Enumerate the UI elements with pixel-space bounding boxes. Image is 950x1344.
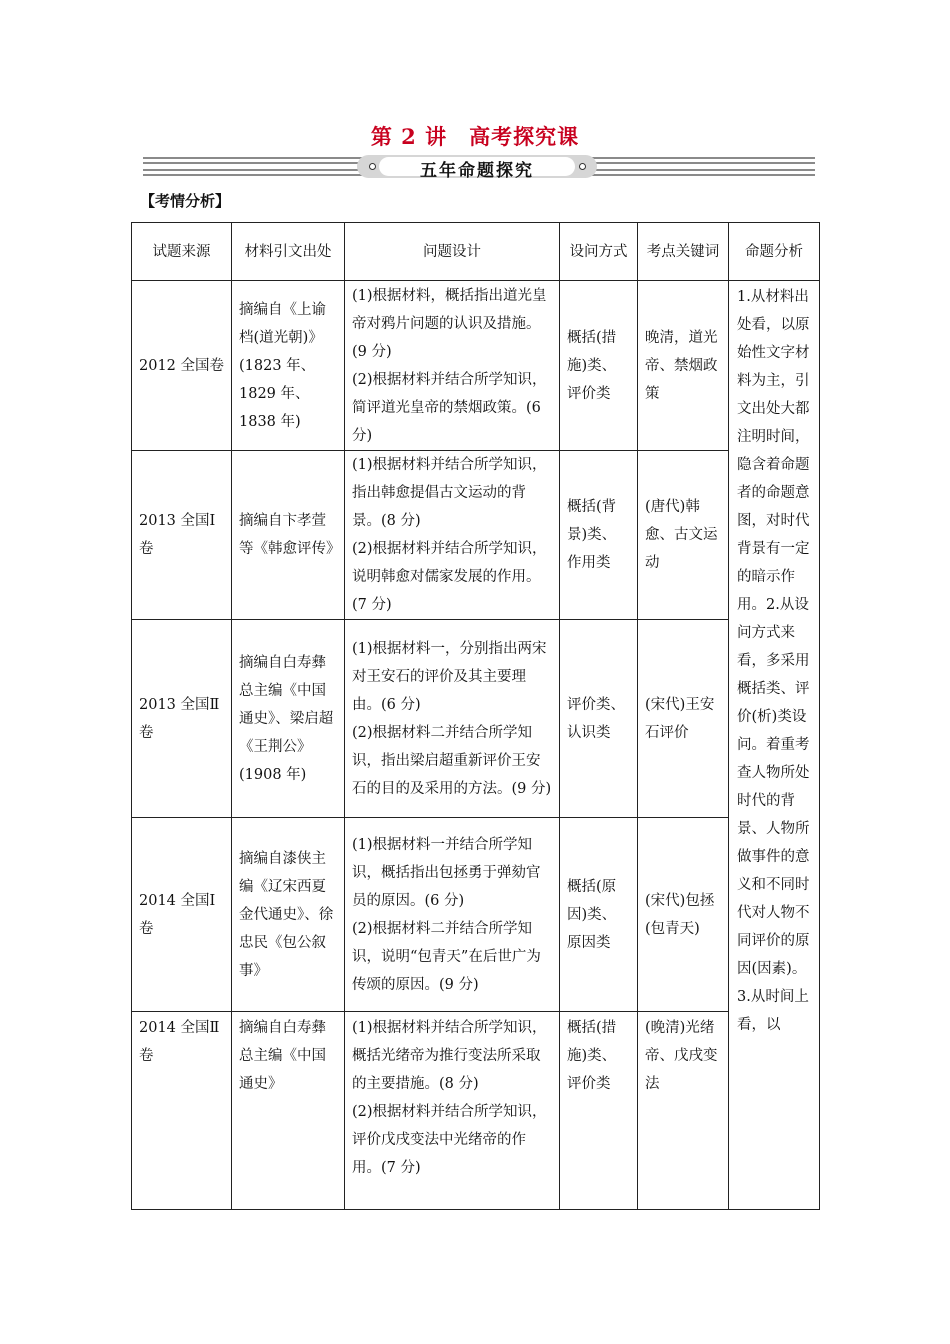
keywords-cell: (宋代)王安石评价 [638,620,729,818]
banner-dot-icon [579,163,586,170]
header-cell: 问题设计 [345,223,560,281]
table-row [132,818,820,1012]
exam-analysis-table [131,222,820,1210]
source-cell: 2013 全国Ⅱ卷 [132,620,232,818]
section-label: 【考情分析】 [140,192,231,210]
method-cell: 概括(措施)类、评价类 [560,281,638,451]
question-cell: (1)根据材料一并结合所学知识，概括指出包拯勇于弹劾官员的原因。(6 分) (2)根据材料二并结合所学知识，说明“包青天”在后世广为传颂的原因。(9 分) [345,818,560,1012]
table-row [132,620,820,818]
source-cell: 2012 全国卷 [132,281,232,451]
material-cell: 摘编自卞孝萱等《韩愈评传》 [232,451,345,620]
question-cell: (1)根据材料并结合所学知识，指出韩愈提倡古文运动的背景。(8 分) (2)根据材料并结合所学知识，说明韩愈对儒家发展的作用。(7 分) [345,451,560,620]
question-cell: (1)根据材料，概括指出道光皇帝对鸦片问题的认识及措施。(9 分) (2)根据材料并结合所学知识，简评道光皇帝的禁烟政策。(6 分) [345,281,560,451]
question-cell: (1)根据材料并结合所学知识，概括光绪帝为推行变法所采取的主要措施。(8 分) (2)根据材料并结合所学知识，评价戊戌变法中光绪帝的作用。(7 分) [345,1012,560,1210]
section-banner [143,154,815,180]
banner-text: 五年命题探究 [420,161,534,181]
header-cell: 材料引文出处 [232,223,345,281]
method-cell: 概括(措施)类、评价类 [560,1012,638,1210]
material-cell: 摘编自白寿彝总主编《中国通史》、梁启超《王荆公》(1908 年) [232,620,345,818]
source-cell: 2013 全国Ⅰ卷 [132,451,232,620]
banner-dot-icon [369,163,376,170]
material-cell: 摘编自漆侠主编《辽宋西夏金代通史》、徐忠民《包公叙事》 [232,818,345,1012]
table-row [132,281,820,451]
question-cell: (1)根据材料一，分别指出两宋对王安石的评价及其主要理由。(6 分) (2)根据材料二并结合所学知识，指出梁启超重新评价王安石的目的及采用的方法。(9 分) [345,620,560,818]
header-cell: 设问方式 [560,223,638,281]
keywords-cell: 晚清，道光帝、禁烟政策 [638,281,729,451]
source-cell: 2014 全国Ⅰ卷 [132,818,232,1012]
method-cell: 概括(背景)类、作用类 [560,451,638,620]
keywords-cell: (晚清)光绪帝、戊戌变法 [638,1012,729,1210]
method-cell: 评价类、认识类 [560,620,638,818]
header-cell: 命题分析 [729,223,820,281]
material-cell: 摘编自白寿彝总主编《中国通史》 [232,1012,345,1210]
table-header-row [132,223,820,281]
table-row [132,1012,820,1210]
table-row [132,451,820,620]
page-title: 第 2 讲 高考探究课 [370,124,580,149]
material-cell: 摘编自《上谕档(道光朝)》(1823 年、1829 年、1838 年) [232,281,345,451]
header-cell: 试题来源 [132,223,232,281]
header-cell: 考点关键词 [638,223,729,281]
method-cell: 概括(原因)类、原因类 [560,818,638,1012]
source-cell: 2014 全国Ⅱ卷 [132,1012,232,1210]
analysis-cell: 1.从材料出处看，以原始性文字材料为主，引文出处大都注明时间，隐含着命题者的命题意图，对时代背景有一定的暗示作用。2.从设问方式来看，多采用概括类、评价(析)类设问。着重考查人物所处时代的背景、人物所做事件的意义和不同时代对人物不同评价的原因(因素)。3.从时间上看，以 [729,281,820,1210]
keywords-cell: (宋代)包拯(包青天) [638,818,729,1012]
keywords-cell: (唐代)韩愈、古文运动 [638,451,729,620]
